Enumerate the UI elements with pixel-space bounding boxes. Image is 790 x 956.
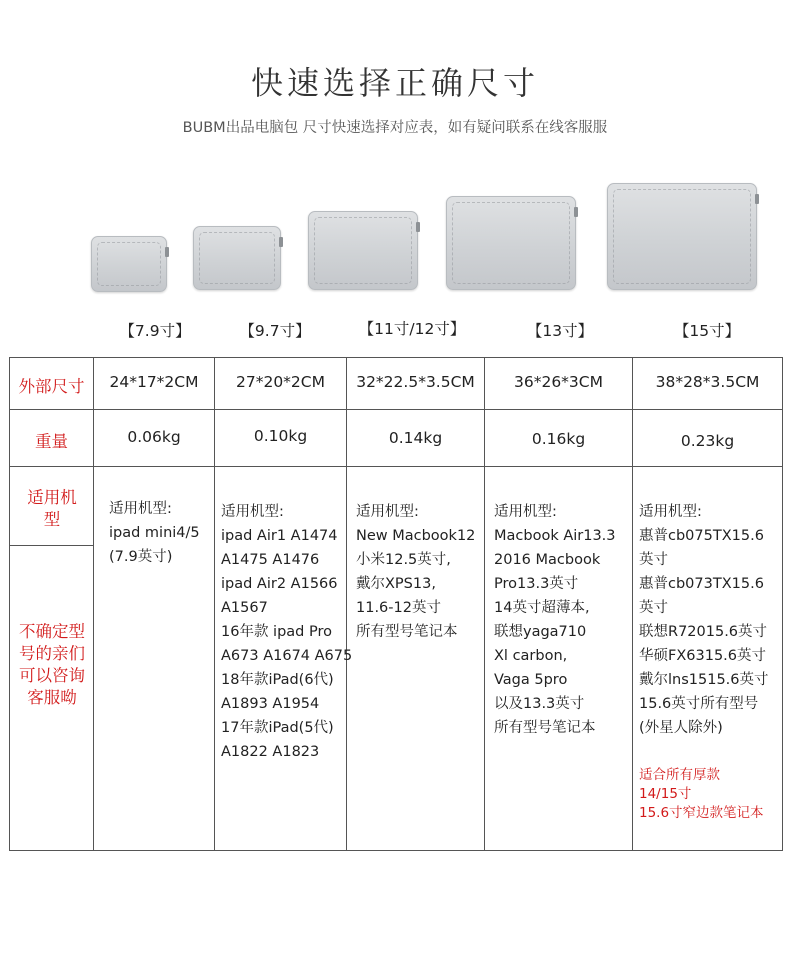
weight-cell-7-9: 0.06kg [127, 428, 181, 446]
weight-cell-9-7: 0.10kg [253, 427, 308, 445]
dimension-cell-15: 38*28*3.5CM [655, 373, 760, 391]
model-line: 小米12.5英寸, [356, 552, 451, 568]
model-line: 18年款iPad(6代) [221, 672, 334, 688]
model-line: A1822 A1823 [221, 744, 320, 760]
model-line: 戴尔XPS13, [356, 576, 436, 592]
row-header-dimensions: 外部尺寸 [18, 377, 85, 396]
model-line: 惠普cb073TX15.6 [639, 576, 764, 592]
dimension-cell-11-12: 32*22.5*3.5CM [356, 373, 475, 391]
model-line: 14英寸超薄本, [494, 600, 590, 616]
size-label-15: 【15寸】 [673, 322, 741, 340]
models-cell-13 [494, 500, 616, 740]
size-label-9-7: 【9.7寸】 [239, 322, 311, 340]
models-cell-9-7 [221, 500, 352, 764]
model-line: 适用机型: [356, 504, 419, 520]
model-line: 11.6-12英寸 [356, 600, 441, 616]
model-line: 所有型号笔记本 [494, 720, 596, 736]
dimension-cell-7-9: 24*17*2CM [109, 373, 199, 391]
sleeve-image-15 [607, 183, 757, 290]
model-line: 联想R72015.6英寸 [639, 624, 768, 640]
model-line: 华硕FX6315.6英寸 [639, 648, 767, 664]
sleeve-image-7-9 [91, 236, 167, 292]
dimension-cell-9-7: 27*20*2CM [235, 373, 325, 391]
dimension-cell-13: 36*26*3CM [513, 373, 603, 391]
model-line: 适用机型: [639, 504, 702, 520]
row-header-compatible: 适用机型 [27, 488, 77, 529]
extra-note [639, 766, 764, 823]
model-line: Pro13.3英寸 [494, 576, 579, 592]
model-line: 英寸 [639, 600, 668, 616]
sleeve-image-9-7 [193, 226, 281, 290]
sleeve-image-13 [446, 196, 576, 290]
model-line: (7.9英寸) [109, 549, 173, 565]
model-line: A1893 A1954 [221, 696, 320, 712]
model-line: 联想yaga710 [494, 624, 587, 640]
note-line: 适合所有厚款 [639, 767, 720, 783]
model-line: A673 A1674 A675 [221, 648, 353, 664]
sleeve-image-11-12 [308, 211, 418, 290]
models-cell-15 [639, 500, 769, 740]
model-line: 戴尔lns1515.6英寸 [639, 672, 769, 688]
model-line: ipad Air2 A1566 [221, 576, 338, 592]
model-line: A1475 A1476 [221, 552, 320, 568]
model-line: 英寸 [639, 552, 668, 568]
model-line: 所有型号笔记本 [356, 624, 458, 640]
page-subtitle: BUBM出品电脑包 尺寸快速选择对应表，如有疑问联系在线客服服 [182, 120, 608, 136]
spec-table [9, 357, 783, 851]
models-cell-7-9 [109, 497, 200, 569]
size-label-7-9: 【7.9寸】 [119, 322, 191, 340]
model-line: Xl carbon, [494, 648, 568, 664]
model-line: 17年款iPad(5代) [221, 720, 334, 736]
row-header-weight: 重量 [35, 432, 68, 451]
model-line: New Macbook12 [356, 528, 476, 544]
model-line: Macbook Air13.3 [494, 528, 616, 544]
model-line: ipad Air1 A1474 [221, 528, 338, 544]
model-line: 15.6英寸所有型号 [639, 696, 759, 712]
model-line: (外星人除外) [639, 720, 723, 736]
size-label-11-12: 【11寸/12寸】 [358, 320, 466, 338]
model-line: 惠普cb075TX15.6 [639, 528, 764, 544]
page-title: 快速选择正确尺寸 [250, 64, 539, 102]
model-line: 适用机型: [221, 504, 284, 520]
model-line: 适用机型: [494, 504, 557, 520]
models-cell-11-12 [356, 500, 475, 644]
model-line: A1567 [221, 600, 268, 616]
note-line: 14/15寸 [639, 786, 692, 802]
model-line: 适用机型: [109, 501, 172, 517]
model-line: 16年款 ipad Pro [221, 624, 332, 640]
size-label-13: 【13寸】 [526, 322, 594, 340]
model-line: Vaga 5pro [494, 672, 568, 688]
weight-cell-11-12: 0.14kg [388, 429, 443, 447]
model-line: 以及13.3英寸 [494, 696, 585, 712]
weight-cell-15: 0.23kg [680, 432, 735, 450]
model-line: ipad mini4/5 [109, 525, 200, 541]
model-line: 2016 Macbook [494, 552, 601, 568]
weight-cell-13: 0.16kg [531, 430, 586, 448]
row-header-note: 不确定型号的亲们可以咨询客服呦 [19, 622, 85, 707]
note-line: 15.6寸窄边款笔记本 [639, 805, 764, 821]
